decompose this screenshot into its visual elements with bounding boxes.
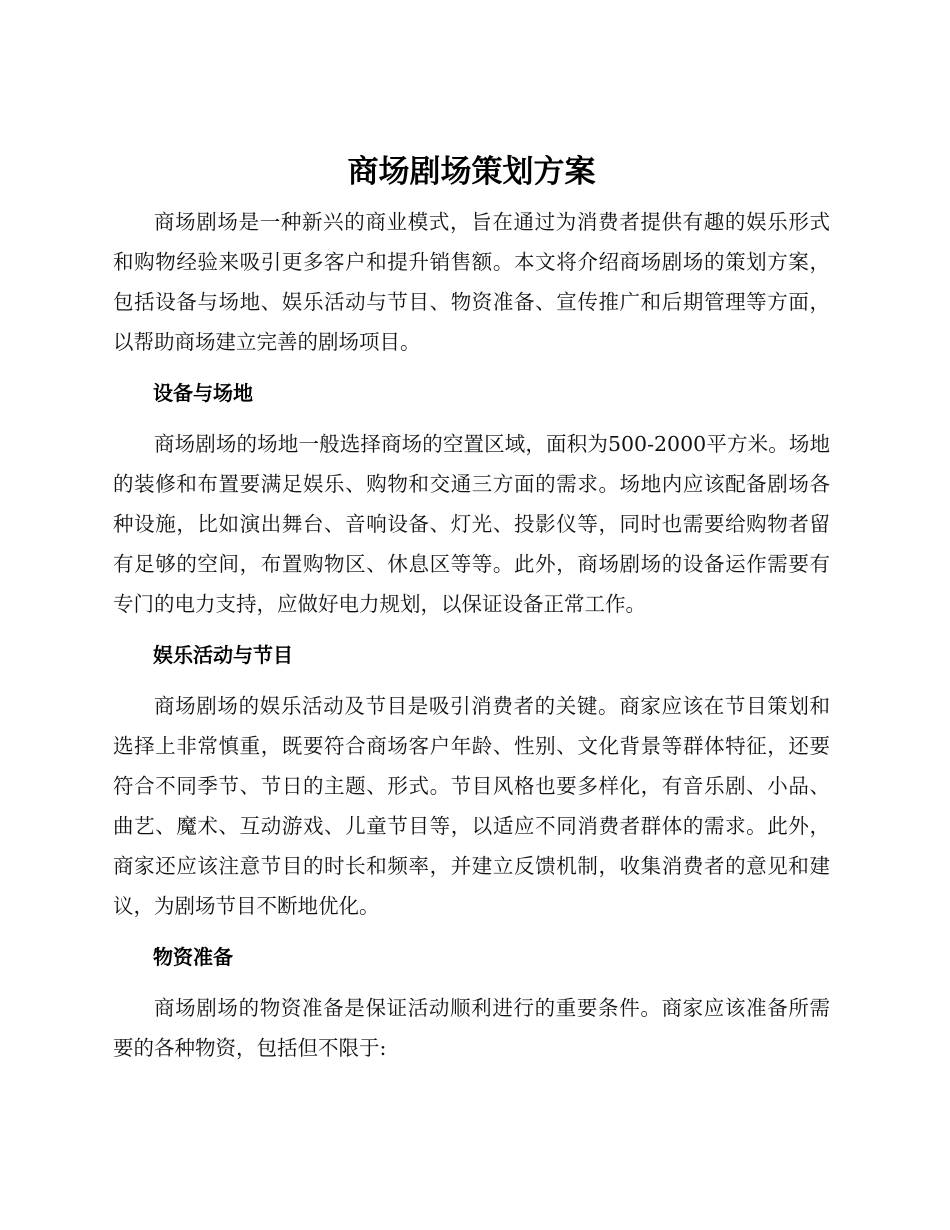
document-page xyxy=(113,148,830,1068)
section-heading: 娱乐活动与节目 xyxy=(153,643,293,667)
section-paragraph: 商场剧场的物资准备是保证活动顺利进行的重要条件。商家应该准备所需要的各种物资，包括但不限于: xyxy=(113,996,830,1060)
section-heading: 设备与场地 xyxy=(153,381,253,405)
section-equipment-venue xyxy=(113,378,830,624)
section-entertainment-programs xyxy=(113,640,830,926)
section-heading: 物资准备 xyxy=(153,945,233,969)
document-title: 商场剧场策划方案 xyxy=(347,154,596,190)
section-paragraph: 商场剧场的场地一般选择商场的空置区域，面积为500-2000平方米。场地的装修和布置要满足娱乐、购物和交通三方面的需求。场地内应该配备剧场各种设施，比如演出舞台、音响设备、灯光、投影仪等，同时也需要给购物者留有足够的空间，布置购物区、休息区等等。此外，商场剧场的设备运作需要有专门的电力支持，应做好电力规划，以保证设备正常工作。 xyxy=(113,432,830,616)
intro-paragraph: 商场剧场是一种新兴的商业模式，旨在通过为消费者提供有趣的娱乐形式和购物经验来吸引更多客户和提升销售额。本文将介绍商场剧场的策划方案，包括设备与场地、娱乐活动与节目、物资准备、宣传推广和后期管理等方面，以帮助商场建立完善的剧场项目。 xyxy=(113,210,830,354)
section-materials-preparation xyxy=(113,942,830,1068)
section-paragraph: 商场剧场的娱乐活动及节目是吸引消费者的关键。商家应该在节目策划和选择上非常慎重，既要符合商场客户年龄、性别、文化背景等群体特征，还要符合不同季节、节日的主题、形式。节目风格也要多样化，有音乐剧、小品、曲艺、魔术、互动游戏、儿童节目等，以适应不同消费者群体的需求。此外，商家还应该注意节目的时长和频率，并建立反馈机制，收集消费者的意见和建议，为剧场节目不断地优化。 xyxy=(113,694,830,918)
